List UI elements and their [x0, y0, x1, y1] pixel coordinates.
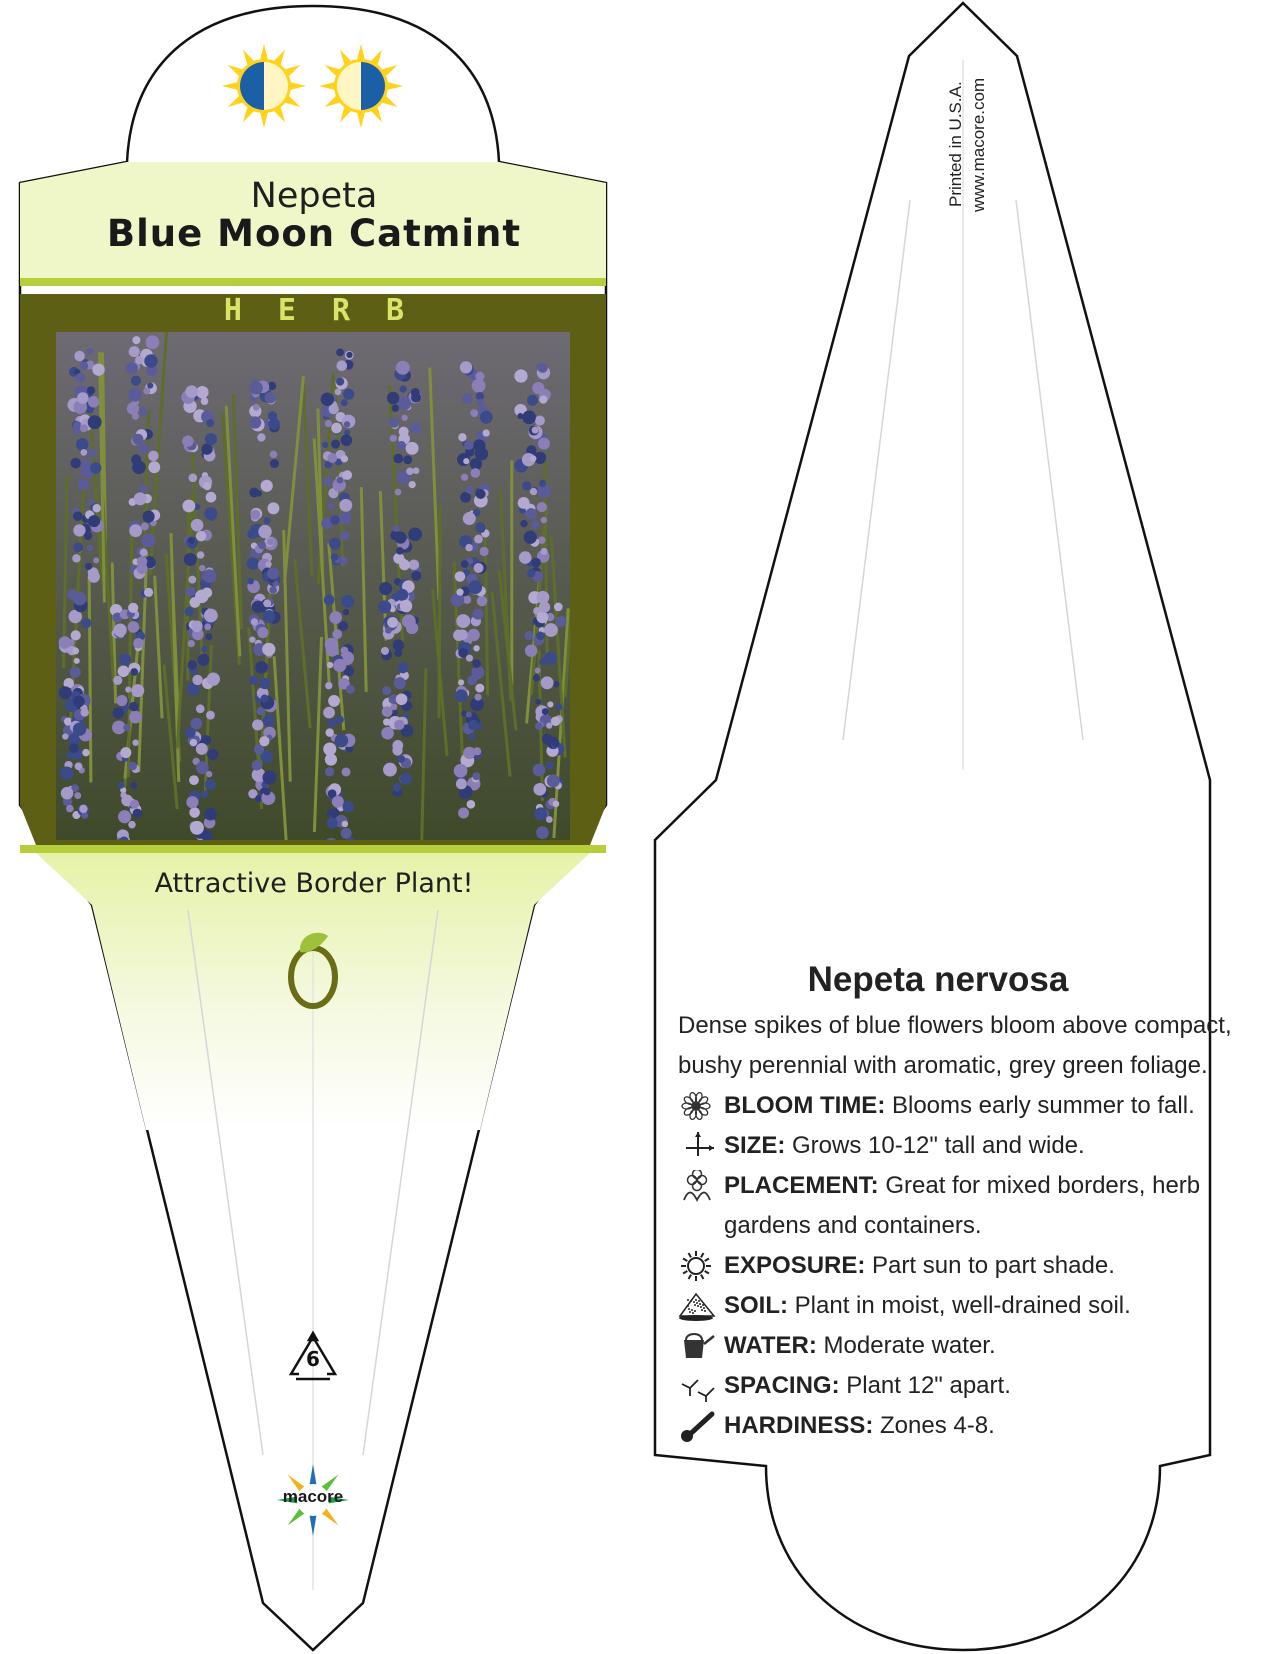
recycle-number: 6 — [306, 1347, 320, 1371]
plant-description: Dense spikes of blue flowers bloom above compact, bushy perennial with aromatic, grey green foliage. — [678, 1012, 1232, 1079]
attribute-row — [678, 1126, 1238, 1166]
macore-logo-text: macore — [282, 1487, 344, 1506]
attribute-label: PLACEMENT: — [724, 1172, 879, 1199]
back-info-panel — [678, 960, 1238, 1446]
soil-icon — [678, 1290, 718, 1322]
attribute-row — [678, 1286, 1238, 1326]
attribute-value: Zones 4-8. — [873, 1412, 995, 1439]
sun-outline-icon — [678, 1250, 718, 1282]
front-common-name: Blue Moon Catmint — [106, 212, 522, 255]
attribute-label: BLOOM TIME: — [724, 1092, 886, 1119]
attribute-row — [678, 1326, 1238, 1366]
attribute-value: Plant in moist, well-drained soil. — [788, 1292, 1131, 1319]
attribute-label: SPACING: — [724, 1372, 840, 1399]
attribute-list — [678, 1086, 1238, 1446]
plant-photo — [56, 319, 580, 886]
front-genus: Nepeta — [250, 176, 378, 216]
printed-note: Printed in U.S.A. — [946, 81, 965, 207]
photo-bottom-rule — [20, 845, 606, 853]
attribute-label: WATER: — [724, 1332, 817, 1359]
attribute-value: Plant 12" apart. — [839, 1372, 1011, 1399]
scientific-name: Nepeta nervosa — [807, 960, 1069, 999]
placement-icon — [678, 1170, 718, 1202]
attribute-row — [678, 1086, 1238, 1126]
attribute-value: Grows 10-12" tall and wide. — [785, 1132, 1085, 1159]
attribute-row — [678, 1366, 1238, 1406]
front-category: HERB — [223, 293, 441, 328]
attribute-label: HARDINESS: — [724, 1412, 874, 1439]
attribute-value: Moderate water. — [816, 1332, 996, 1359]
watering-can-icon — [678, 1330, 718, 1362]
spacing-icon — [678, 1370, 718, 1402]
front-tagline: Attractive Border Plant! — [154, 868, 474, 899]
thermometer-icon — [678, 1410, 718, 1442]
attribute-row — [678, 1406, 1238, 1446]
attribute-value: Part sun to part shade. — [865, 1252, 1115, 1279]
attribute-value: Great for mixed borders, herb gardens and containers. — [724, 1172, 1201, 1239]
attribute-value: Blooms early summer to fall. — [885, 1092, 1195, 1119]
attribute-label: SIZE: — [724, 1132, 786, 1159]
attribute-label: EXPOSURE: — [724, 1252, 866, 1279]
attribute-row — [678, 1246, 1238, 1286]
website-text: www.macore.com — [969, 77, 988, 212]
flower-icon — [678, 1090, 718, 1122]
attribute-row — [678, 1166, 1238, 1246]
attribute-label: SOIL: — [724, 1292, 788, 1319]
front-header-rule — [20, 278, 606, 286]
size-icon — [678, 1130, 718, 1162]
